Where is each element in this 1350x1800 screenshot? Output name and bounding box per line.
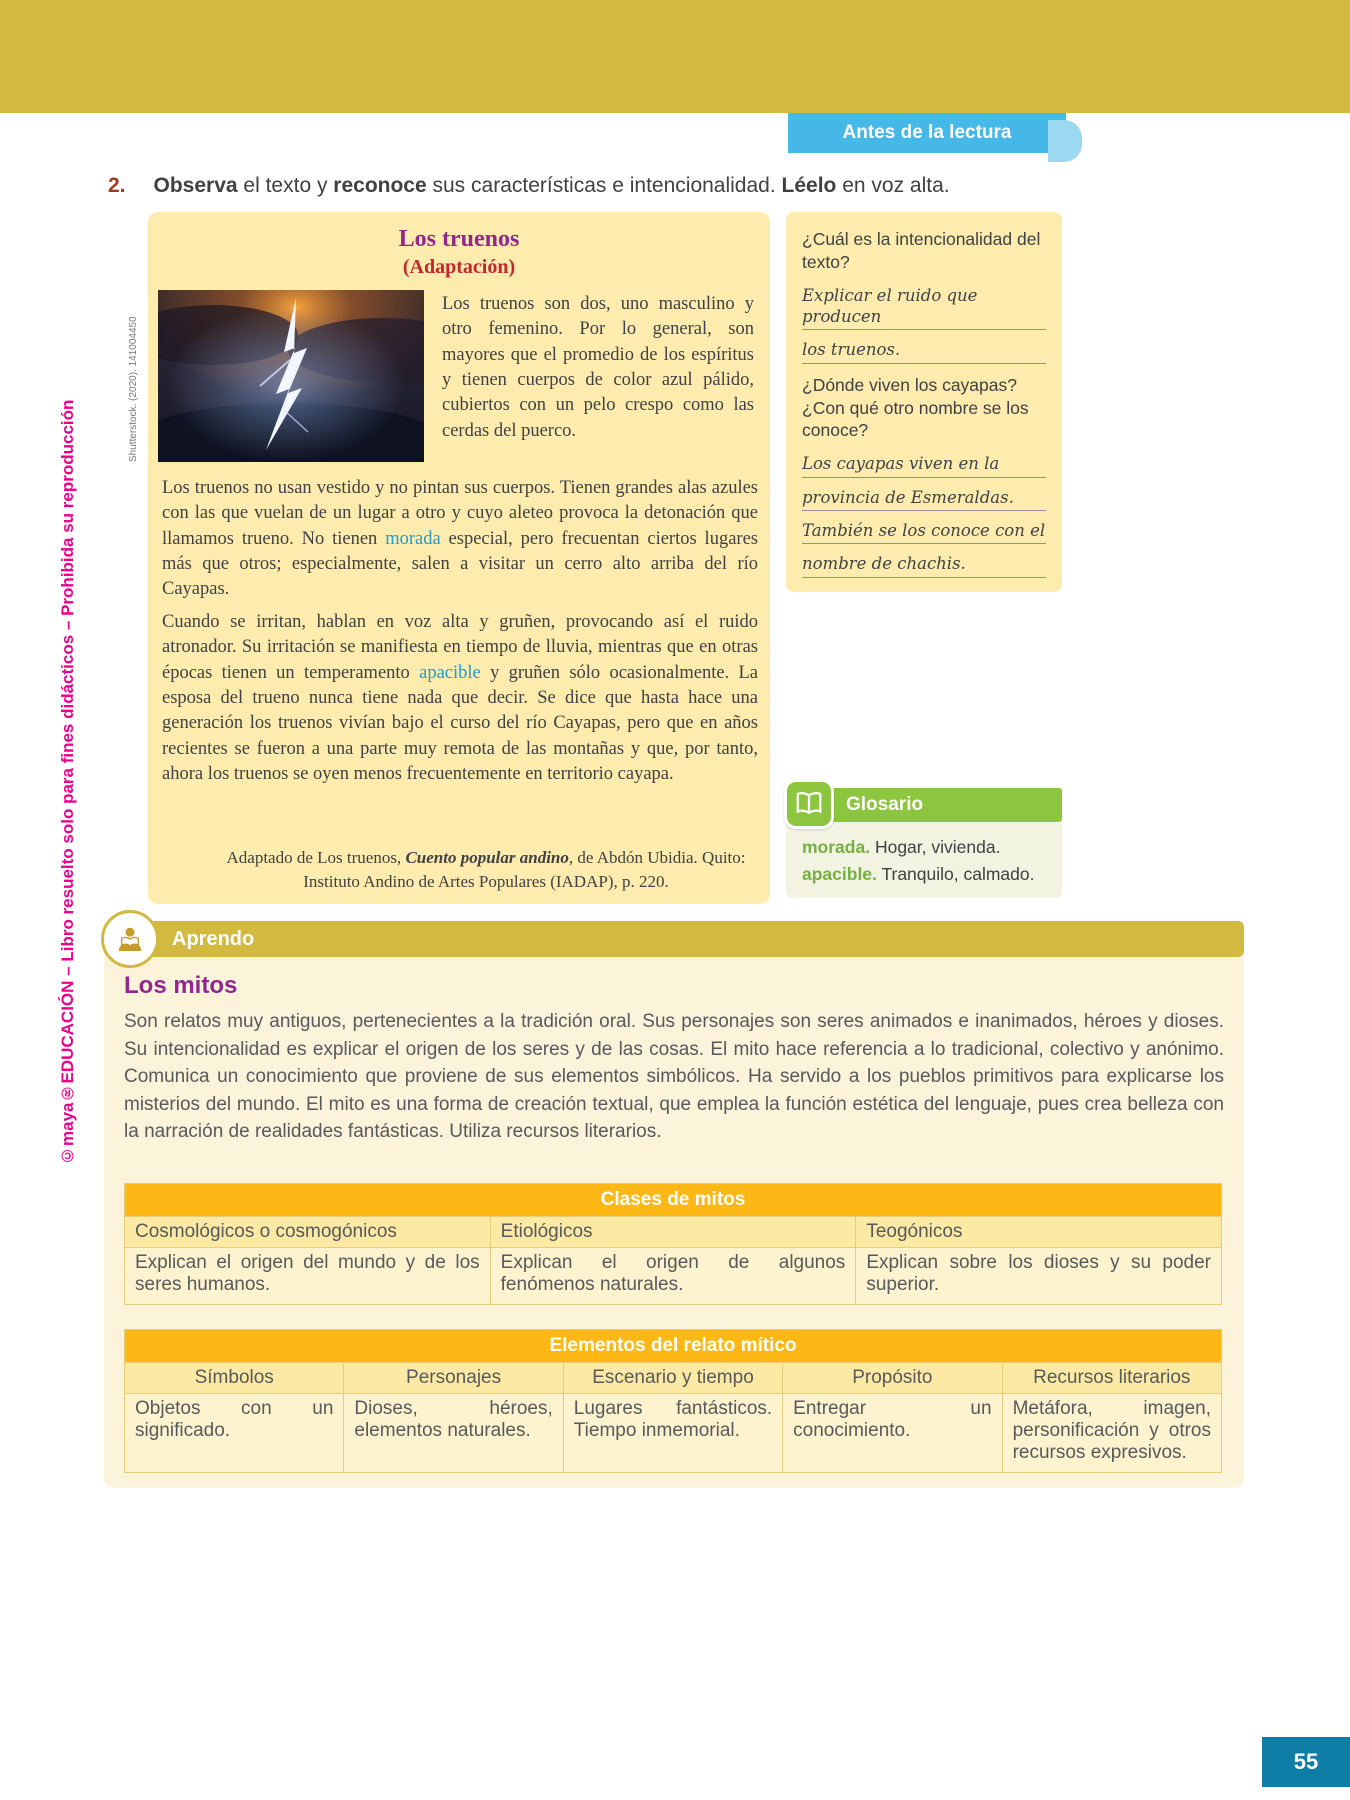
reading-passage-box xyxy=(128,212,770,904)
answer-line[interactable]: Explicar el ruido que producen xyxy=(802,276,1046,331)
copyright-text: – Libro resuelto solo para fines didácticos – Prohibida su reproducción xyxy=(58,399,77,981)
glossary-header xyxy=(808,788,1062,822)
section-ribbon xyxy=(788,113,1066,153)
answer-line[interactable]: los truenos. xyxy=(802,330,1046,363)
table-cell: Explican el origen de algunos fenómenos naturales. xyxy=(490,1248,856,1305)
passage-paragraph-3 xyxy=(162,610,758,787)
brand-logo-text: ©maya®EDUCACIÓN xyxy=(58,980,77,1165)
aprendo-section-header xyxy=(104,921,1244,957)
page-number-badge xyxy=(1262,1737,1350,1787)
person-reading-icon xyxy=(101,910,159,968)
table-cell: Entregar un conocimiento. xyxy=(783,1394,1002,1473)
glossary-entries xyxy=(786,822,1062,898)
instruction-bold: Léelo xyxy=(781,174,837,197)
table-column-header: Etiológicos xyxy=(490,1217,856,1248)
lightning-storm-illustration xyxy=(158,290,424,462)
instruction-text: el texto y xyxy=(237,174,334,197)
passage-paragraph-2 xyxy=(162,476,758,603)
table-cell: Dioses, héroes, elementos naturales. xyxy=(344,1394,563,1473)
glossary-box xyxy=(786,788,1062,898)
question-1: ¿Cuál es la intencionalidad del texto? xyxy=(802,229,1041,272)
table-cell: Explican el origen del mundo y de los seres humanos. xyxy=(125,1248,491,1305)
answer-line[interactable]: También se los conoce con el xyxy=(802,511,1046,544)
source-text: Adaptado de Los truenos, xyxy=(226,848,406,867)
table-column-header: Teogónicos xyxy=(856,1217,1222,1248)
mitos-heading: Los mitos xyxy=(124,972,238,999)
top-gold-band xyxy=(0,0,1350,113)
passage-source xyxy=(212,846,760,894)
open-book-icon xyxy=(784,779,834,829)
photo-credit: Shutterstock. (2020). 141004450 xyxy=(128,316,139,462)
instruction-text: sus características e intencionalidad. xyxy=(426,174,782,197)
instruction-number: 2. xyxy=(108,174,126,197)
instruction-text: en voz alta. xyxy=(836,174,950,197)
sidebar-copyright xyxy=(58,399,78,1165)
page-number: 55 xyxy=(1293,1749,1319,1774)
table-title: Clases de mitos xyxy=(125,1184,1222,1217)
paragraph-text: Cuando se irritan, hablan en voz alta y gruñen, provocando así el ruido atronador. Su irritación se manifiesta en tiempo de lluvia, mientras que en otras épocas tienen un temperamento xyxy=(162,612,758,683)
questions-box xyxy=(786,212,1062,592)
table-column-header: Recursos literarios xyxy=(1002,1363,1221,1394)
table-column-header: Personajes xyxy=(344,1363,563,1394)
table-title: Elementos del relato mítico xyxy=(125,1330,1222,1363)
table-cell: Explican sobre los dioses y su poder superior. xyxy=(856,1248,1222,1305)
passage-paragraph-1: Los truenos son dos, uno masculino y otro femenino. Por lo general, son mayores que el promedio de los espíritus y tienen cuerpos de color azul pálido, cubiertos con un pelo crespo como las cerdas del puerco. xyxy=(442,294,754,441)
paragraph-text: y gruñen sólo ocasionalmente. La esposa del trueno nunca tiene nada que decir. Se dice que hasta hace una generación los truenos vivían bajo el curso del río Cayapas, pero que en años recientes se fueron a una parte muy remota de las montañas y que, por tanto, ahora los truenos se oyen menos frecuentemente en territorio cayapa. xyxy=(162,662,758,785)
table-column-header: Escenario y tiempo xyxy=(563,1363,782,1394)
glossary-definition: Tranquilo, calmado. xyxy=(881,864,1035,885)
answer-line[interactable]: Los cayapas viven en la xyxy=(802,444,1046,477)
source-text: , de Abdón Ubidia. Quito: Instituto Andino de Artes Populares (IADAP), p. 220. xyxy=(303,848,746,891)
paragraph-text: Los truenos no usan vestido y no pintan sus cuerpos. Tienen grandes alas azules con las que vuelan de un lugar a otro y cuyo aleteo provoca la detonación que llamamos trueno. No tienen xyxy=(162,478,758,549)
clases-de-mitos-table xyxy=(124,1183,1222,1305)
lightning-photo xyxy=(158,290,424,462)
glossary-term: morada. xyxy=(802,837,871,857)
table-cell: Objetos con un significado. xyxy=(125,1394,344,1473)
paragraph-text: especial, pero frecuentan ciertos lugares más que otros; especialmente, salen a visitar un cerro alto arriba del río Cayapas. xyxy=(162,528,758,600)
source-book-title: Cuento popular andino xyxy=(405,848,569,867)
instruction-bold: Observa xyxy=(153,174,238,197)
table-cell: Lugares fantásticos. Tiempo inmemorial. xyxy=(563,1394,782,1473)
answer-line[interactable]: provincia de Esmeraldas. xyxy=(802,478,1046,511)
aprendo-label: Aprendo xyxy=(172,928,255,950)
instruction-line xyxy=(108,174,1238,198)
question-2: ¿Dónde viven los cayapas? ¿Con qué otro nombre se los conoce? xyxy=(802,374,1029,441)
table-cell: Metáfora, imagen, personificación y otros recursos expresivos. xyxy=(1002,1394,1221,1473)
glossary-word-apacible: apacible xyxy=(419,662,481,683)
glossary-entry xyxy=(802,834,1052,861)
ribbon-label: Antes de la lectura xyxy=(842,122,1012,143)
glossary-word-morada: morada xyxy=(385,528,441,549)
table-column-header: Cosmológicos o cosmogónicos xyxy=(125,1217,491,1248)
answer-line[interactable]: nombre de chachis. xyxy=(802,544,1046,577)
elementos-relato-mitico-table xyxy=(124,1329,1222,1473)
glossary-entry xyxy=(802,861,1052,888)
table-column-header: Propósito xyxy=(783,1363,1002,1394)
instruction-bold: reconoce xyxy=(333,174,427,197)
table-column-header: Símbolos xyxy=(125,1363,344,1394)
mitos-paragraph: Son relatos muy antiguos, pertenecientes a la tradición oral. Sus personajes son seres animados e inanimados, héroes y dioses. Su intencionalidad es explicar el origen de los seres y de las cosas. El mito hace referencia a lo tradicional, colectivo y anónimo. Comunica un conocimiento que proviene de sus elementos simbólicos. Ha servido a los pueblos primitivos para explicarse los misterios del mundo. El mito es una forma de creación textual, que emplea la función estética del lenguaje, pues crea belleza con la narración de realidades fantásticas. Utiliza recursos literarios. xyxy=(124,1011,1224,1143)
glossary-term: apacible. xyxy=(802,864,877,885)
passage-title: Los truenos xyxy=(398,226,520,252)
passage-subtitle: (Adaptación) xyxy=(402,256,516,278)
glossary-title: Glosario xyxy=(846,794,924,815)
glossary-definition: Hogar, vivienda. xyxy=(874,837,1001,857)
